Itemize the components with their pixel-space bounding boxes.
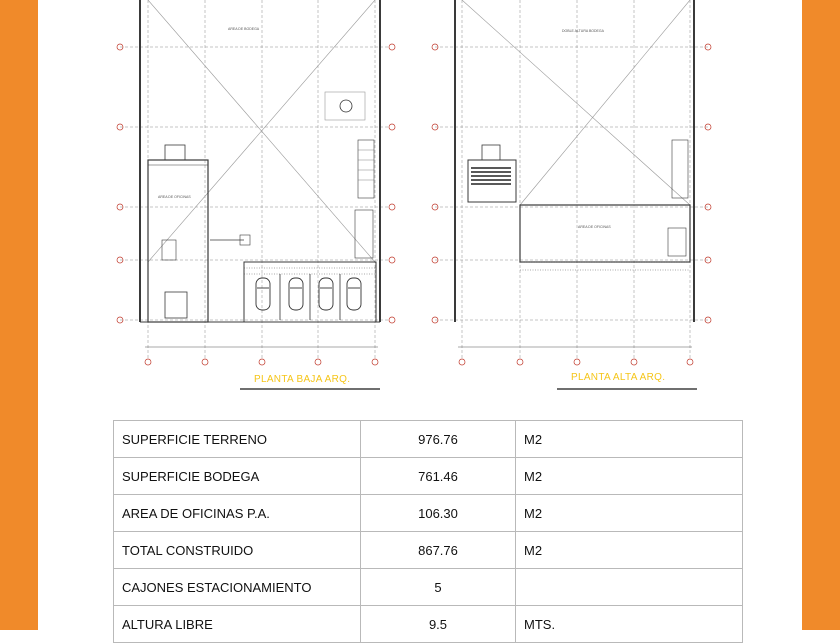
planta-alta-plan [432, 0, 711, 365]
spec-label: AREA DE OFICINAS P.A. [114, 495, 361, 532]
planta-baja-underline [240, 388, 380, 390]
spec-label: SUPERFICIE TERRENO [114, 421, 361, 458]
spec-value: 5 [361, 569, 516, 606]
planta-baja-plan [117, 0, 395, 365]
spec-label: TOTAL CONSTRUIDO [114, 532, 361, 569]
planta-baja-title: PLANTA BAJA ARQ. [254, 374, 351, 385]
spec-value: 9.5 [361, 606, 516, 643]
spec-unit: M2 [516, 458, 743, 495]
spec-row [114, 606, 743, 643]
spec-label: SUPERFICIE BODEGA [114, 458, 361, 495]
spec-row [114, 495, 743, 532]
spec-row [114, 458, 743, 495]
spec-value: 976.76 [361, 421, 516, 458]
spec-unit: M2 [516, 495, 743, 532]
spec-unit [516, 569, 743, 606]
spec-row [114, 421, 743, 458]
oficinas-alta-label: AREA DE OFICINAS [578, 225, 611, 229]
spec-value: 867.76 [361, 532, 516, 569]
spec-row [114, 569, 743, 606]
planta-alta-title: PLANTA ALTA ARQ. [571, 372, 666, 383]
spec-value: 761.46 [361, 458, 516, 495]
spec-unit: MTS. [516, 606, 743, 643]
spec-value: 106.30 [361, 495, 516, 532]
spec-label: ALTURA LIBRE [114, 606, 361, 643]
spec-label: CAJONES ESTACIONAMIENTO [114, 569, 361, 606]
spec-unit: M2 [516, 421, 743, 458]
spec-row [114, 532, 743, 569]
oficinas-area-label: AREA DE OFICINAS [158, 195, 191, 199]
planta-alta-underline [557, 388, 697, 390]
bodega-area-label: AREA DE BODEGA [228, 27, 260, 31]
spec-unit: M2 [516, 532, 743, 569]
specs-table [113, 420, 743, 643]
doble-altura-label: DOBLE ALTURA BODEGA [562, 29, 604, 33]
